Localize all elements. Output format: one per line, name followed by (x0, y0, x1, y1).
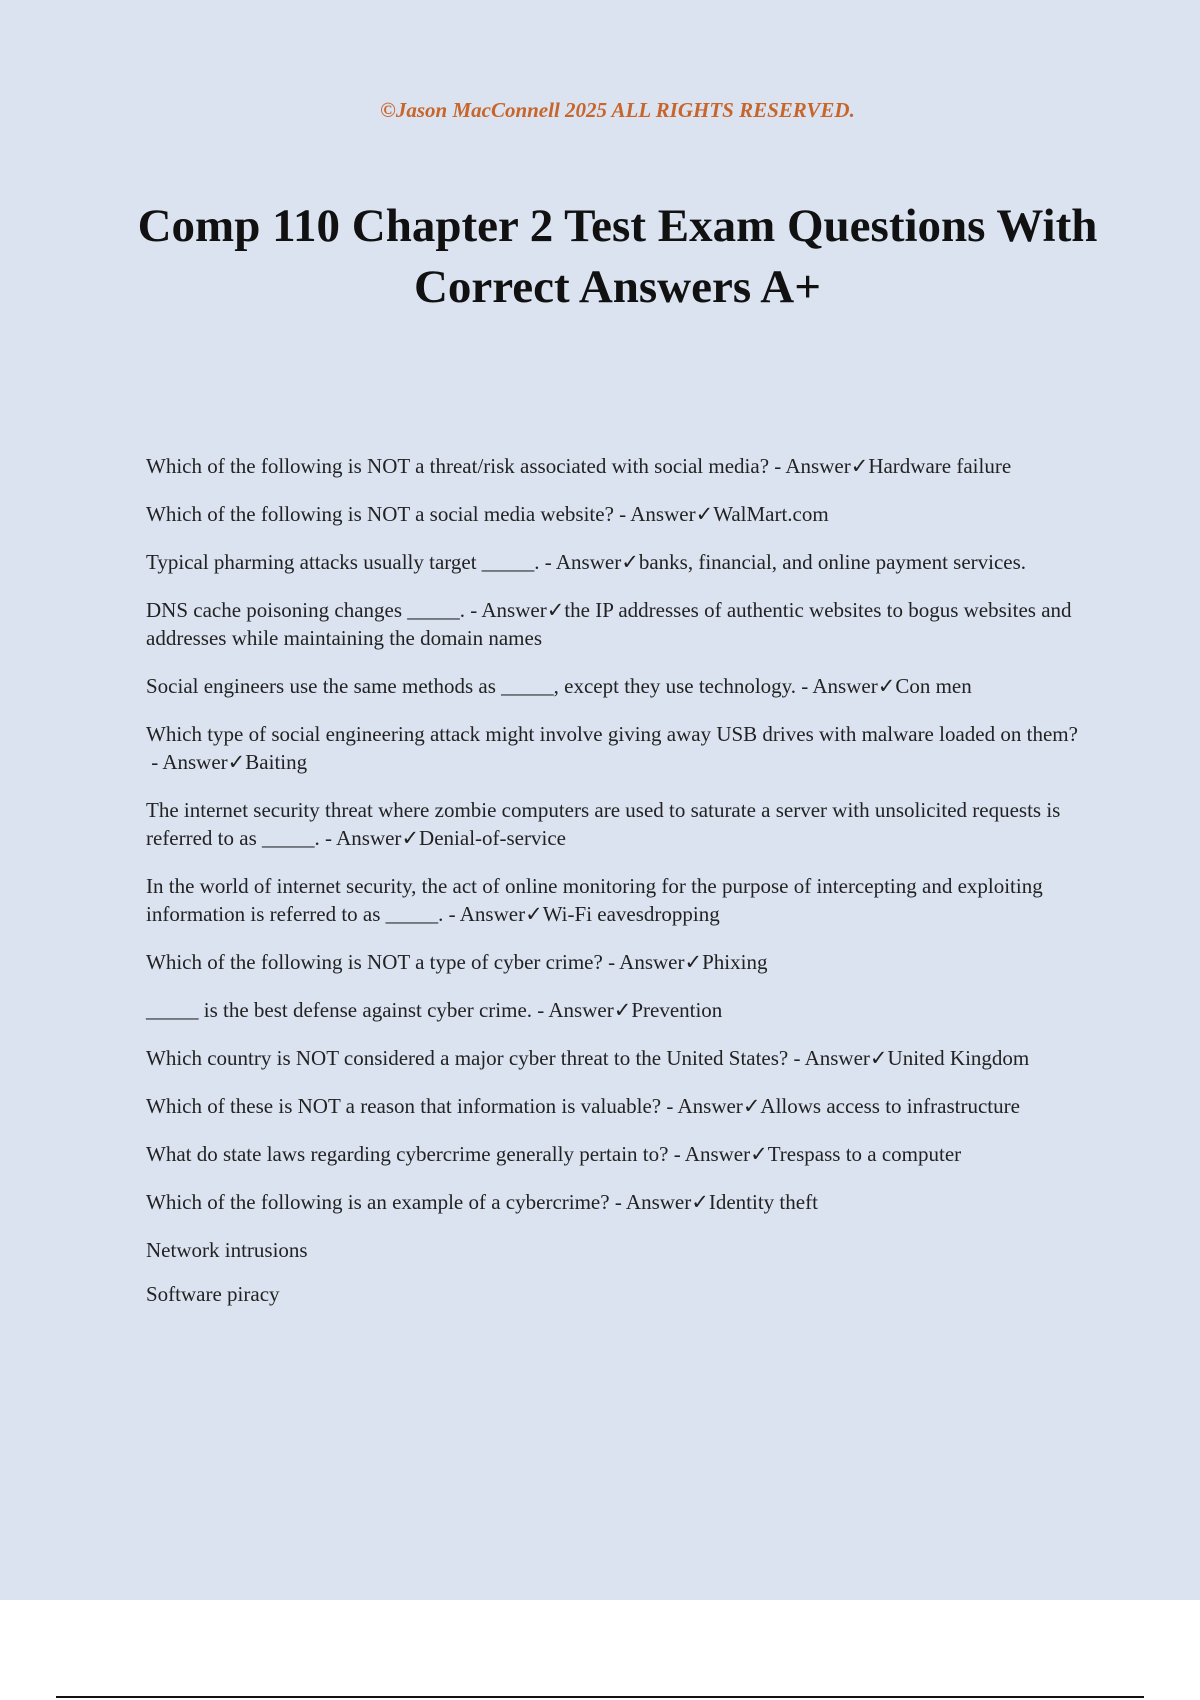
check-icon: ✓ (750, 1142, 768, 1166)
answer-continuation-line: Network intrusions (146, 1238, 308, 1262)
qa-item (146, 1044, 1091, 1072)
question-text: Which of these is NOT a reason that information is valuable? (146, 1094, 662, 1118)
check-icon: ✓ (546, 598, 565, 622)
separator: - (465, 598, 482, 622)
qa-item (146, 1092, 1091, 1120)
question-text: Which of the following is NOT a threat/risk associated with social media? (146, 454, 770, 478)
answer-text: Trespass to a computer (767, 1142, 962, 1166)
question-text: Which type of social engineering attack might involve giving away USB drives with malware loaded on them? (146, 722, 1078, 746)
question-text: Which country is NOT considered a major cyber threat to the United States? (146, 1046, 789, 1070)
qa-item (146, 500, 1091, 528)
separator: - (613, 502, 631, 526)
separator: - (769, 454, 786, 478)
check-icon: ✓ (695, 502, 714, 526)
answer-text: Prevention (631, 998, 723, 1022)
qa-item (146, 872, 1091, 928)
check-icon: ✓ (525, 902, 543, 926)
document-title: Comp 110 Chapter 2 Test Exam Questions With Correct Answers A+ (137, 200, 1098, 313)
separator: - (443, 902, 460, 926)
answer-prefix: Answer (336, 826, 402, 850)
answer-prefix: Answer (684, 1142, 751, 1166)
answer-continuation-line: Software piracy (146, 1282, 280, 1306)
separator: - (602, 950, 620, 974)
answer-text: Wi-Fi eavesdropping (542, 902, 720, 926)
answer-text: Allows access to infrastructure (760, 1094, 1020, 1118)
question-text: What do state laws regarding cybercrime generally pertain to? (146, 1142, 669, 1166)
question-text: Which of the following is NOT a social media website? (146, 502, 614, 526)
separator: - (146, 750, 163, 774)
answer-text: WalMart.com (713, 502, 829, 526)
answer-prefix: Answer (459, 902, 526, 926)
answer-text: Hardware failure (868, 454, 1012, 478)
qa-item (146, 1140, 1091, 1168)
separator: - (539, 550, 556, 574)
qa-item (146, 996, 1091, 1024)
check-icon: ✓ (621, 550, 639, 574)
separator: - (668, 1142, 685, 1166)
answer-prefix: Answer (677, 1094, 743, 1118)
answer-text: Denial-of-service (419, 826, 566, 850)
check-icon: ✓ (850, 454, 869, 478)
answer-text: the IP addresses of authentic websites to bogus websites and addresses while maintaining the domain names (146, 598, 1072, 650)
qa-list (146, 452, 1091, 1324)
answer-prefix: Answer (625, 1190, 692, 1214)
question-text: Typical pharming attacks usually target _____. (146, 550, 540, 574)
question-text: In the world of internet security, the act of online monitoring for the purpose of intercepting and exploiting information is referred to as _____. (146, 874, 1043, 926)
question-text: _____ is the best defense against cyber crime. (146, 998, 533, 1022)
answer-prefix: Answer (804, 1046, 870, 1070)
answer-text: United Kingdom (887, 1046, 1030, 1070)
answer-text: Identity theft (708, 1190, 818, 1214)
qa-item (146, 1188, 1091, 1216)
question-text: Social engineers use the same methods as _____, except they use technology. (146, 674, 797, 698)
separator: - (532, 998, 549, 1022)
answer-text: banks, financial, and online payment services. (638, 550, 1027, 574)
answer-prefix: Answer (630, 502, 696, 526)
check-icon: ✓ (869, 1046, 888, 1070)
answer-text: Baiting (245, 750, 308, 774)
question-text: Which of the following is an example of a cybercrime? (146, 1190, 610, 1214)
check-icon: ✓ (742, 1094, 761, 1118)
check-icon: ✓ (613, 998, 632, 1022)
qa-item (146, 596, 1091, 652)
answer-text: Phixing (702, 950, 768, 974)
check-icon: ✓ (227, 750, 246, 774)
qa-item (146, 948, 1091, 976)
footer-divider (56, 1696, 1144, 1698)
qa-item (146, 672, 1091, 700)
answer-prefix: Answer (619, 950, 685, 974)
qa-item (146, 796, 1091, 852)
answer-prefix: Answer (785, 454, 851, 478)
qa-item (146, 548, 1091, 576)
check-icon: ✓ (684, 950, 703, 974)
answer-text: Con men (895, 674, 972, 698)
question-text: Which of the following is NOT a type of cyber crime? (146, 950, 603, 974)
separator: - (788, 1046, 805, 1070)
answer-prefix: Answer (162, 750, 228, 774)
separator: - (609, 1190, 626, 1214)
answer-prefix: Answer (481, 598, 547, 622)
copyright-notice: ©Jason MacConnell 2025 ALL RIGHTS RESERVED. (380, 98, 855, 122)
check-icon: ✓ (401, 826, 420, 850)
separator: - (661, 1094, 678, 1118)
check-icon: ✓ (691, 1190, 709, 1214)
question-text: The internet security threat where zombie computers are used to saturate a server with unsolicited requests is referred to as _____. (146, 798, 1061, 850)
qa-item (146, 720, 1091, 776)
answer-prefix: Answer (555, 550, 622, 574)
separator: - (796, 674, 813, 698)
answer-prefix: Answer (548, 998, 614, 1022)
question-text: DNS cache poisoning changes _____. (146, 598, 466, 622)
answer-prefix: Answer (812, 674, 878, 698)
qa-item (146, 452, 1091, 480)
separator: - (319, 826, 337, 850)
check-icon: ✓ (877, 674, 896, 698)
